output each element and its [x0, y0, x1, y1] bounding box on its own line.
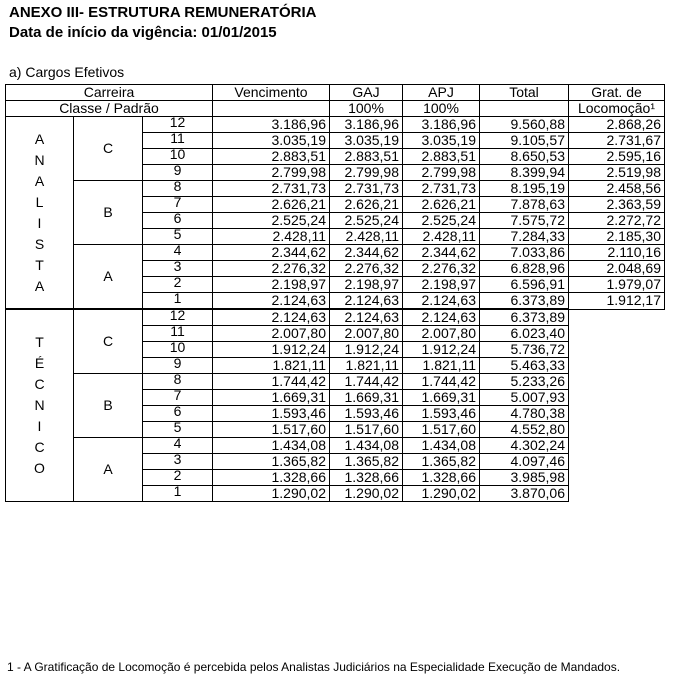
apj-cell: 1.434,08: [403, 438, 480, 454]
padrao-cell: 8: [143, 181, 213, 197]
career-letter: L: [35, 193, 44, 210]
gaj-cell: 2.276,32: [330, 261, 403, 277]
apj-cell: 2.626,21: [403, 197, 480, 213]
career-letter: A: [34, 172, 45, 189]
total-cell: 6.023,40: [480, 326, 569, 342]
career-letter: A: [34, 277, 45, 294]
gaj-cell: 1.290,02: [330, 486, 403, 502]
total-cell: 7.284,33: [480, 229, 569, 245]
header-vencimento: Vencimento: [213, 85, 330, 101]
career-letter: É: [34, 355, 45, 371]
padrao-cell: 10: [143, 149, 213, 165]
career-letter: O: [34, 460, 45, 476]
total-cell: 9.560,88: [480, 117, 569, 133]
footnote: 1 - A Gratificação de Locomoção é percebida pelos Analistas Judiciários na Especialidade Execução de Mandados.: [7, 660, 621, 674]
padrao-cell: 11: [143, 326, 213, 342]
apj-cell: 2.344,62: [403, 245, 480, 261]
salary-table: [5, 84, 665, 502]
padrao-cell: 1: [143, 486, 213, 502]
vencimento-cell: 1.821,11: [213, 358, 330, 374]
total-cell: 5.736,72: [480, 342, 569, 358]
apj-cell: 2.007,80: [403, 326, 480, 342]
grat-cell: 2.868,26: [569, 117, 665, 133]
grat-empty: [569, 470, 665, 486]
class-label: A: [74, 438, 143, 502]
total-cell: 6.828,96: [480, 261, 569, 277]
apj-cell: 2.124,63: [403, 309, 480, 326]
grat-empty: [569, 438, 665, 454]
padrao-cell: 4: [143, 438, 213, 454]
padrao-cell: 5: [143, 422, 213, 438]
grat-cell: 2.363,59: [569, 197, 665, 213]
total-cell: 4.097,46: [480, 454, 569, 470]
vencimento-cell: 2.428,11: [213, 229, 330, 245]
table-row: [6, 438, 665, 454]
total-cell: 6.596,91: [480, 277, 569, 293]
career-letter: A: [34, 130, 45, 147]
grat-empty: [569, 390, 665, 406]
vencimento-cell: 2.198,97: [213, 277, 330, 293]
gaj-cell: 2.525,24: [330, 213, 403, 229]
grat-empty: [569, 406, 665, 422]
grat-empty: [569, 422, 665, 438]
grat-cell: 2.110,16: [569, 245, 665, 261]
grat-empty: [569, 454, 665, 470]
grat-empty: [569, 342, 665, 358]
table-row: [6, 374, 665, 390]
vencimento-cell: 2.124,63: [213, 309, 330, 326]
apj-cell: 3.035,19: [403, 133, 480, 149]
total-cell: 3.985,98: [480, 470, 569, 486]
padrao-cell: 4: [143, 245, 213, 261]
gaj-cell: 2.007,80: [330, 326, 403, 342]
padrao-cell: 12: [143, 117, 213, 133]
apj-cell: 2.525,24: [403, 213, 480, 229]
grat-cell: 2.731,67: [569, 133, 665, 149]
apj-cell: 1.517,60: [403, 422, 480, 438]
vencimento-cell: 2.276,32: [213, 261, 330, 277]
padrao-cell: 12: [143, 309, 213, 326]
salary-table-body: [6, 117, 665, 502]
gaj-cell: 1.593,46: [330, 406, 403, 422]
gaj-cell: 2.124,63: [330, 309, 403, 326]
apj-cell: 2.124,63: [403, 293, 480, 310]
gaj-cell: 2.124,63: [330, 293, 403, 310]
class-label: C: [74, 309, 143, 374]
total-cell: 9.105,57: [480, 133, 569, 149]
total-cell: 5.007,93: [480, 390, 569, 406]
gaj-cell: 2.626,21: [330, 197, 403, 213]
header-gaj-pct: 100%: [330, 101, 403, 117]
total-cell: 5.233,26: [480, 374, 569, 390]
career-label: [6, 117, 74, 310]
grat-cell: 2.595,16: [569, 149, 665, 165]
gaj-cell: 2.428,11: [330, 229, 403, 245]
apj-cell: 1.744,42: [403, 374, 480, 390]
vencimento-cell: 3.035,19: [213, 133, 330, 149]
padrao-cell: 8: [143, 374, 213, 390]
header-classe-padrao: Classe / Padrão: [6, 101, 213, 117]
vencimento-cell: 1.669,31: [213, 390, 330, 406]
gaj-cell: 1.517,60: [330, 422, 403, 438]
career-label: [6, 309, 74, 502]
class-label: B: [74, 181, 143, 245]
vencimento-cell: 1.517,60: [213, 422, 330, 438]
padrao-cell: 3: [143, 454, 213, 470]
gaj-cell: 2.344,62: [330, 245, 403, 261]
career-letter: I: [37, 418, 42, 434]
header-grat: Grat. de: [569, 85, 665, 101]
vencimento-cell: 2.525,24: [213, 213, 330, 229]
gaj-cell: 1.744,42: [330, 374, 403, 390]
apj-cell: 1.290,02: [403, 486, 480, 502]
gaj-cell: 1.669,31: [330, 390, 403, 406]
vencimento-cell: 2.626,21: [213, 197, 330, 213]
grat-cell: 1.979,07: [569, 277, 665, 293]
header-apj-pct: 100%: [403, 101, 480, 117]
header-grat-2: Locomoção¹: [569, 101, 665, 117]
vencimento-cell: 1.328,66: [213, 470, 330, 486]
career-letter: T: [35, 256, 44, 273]
apj-cell: 2.428,11: [403, 229, 480, 245]
apj-cell: 1.669,31: [403, 390, 480, 406]
document-subtitle: Data de início da vigência: 01/01/2015: [9, 24, 277, 41]
grat-empty: [569, 358, 665, 374]
gaj-cell: 1.365,82: [330, 454, 403, 470]
padrao-cell: 3: [143, 261, 213, 277]
vencimento-cell: 2.883,51: [213, 149, 330, 165]
grat-cell: 2.048,69: [569, 261, 665, 277]
table-row: [6, 117, 665, 133]
grat-cell: 2.185,30: [569, 229, 665, 245]
grat-empty: [569, 326, 665, 342]
career-letter: C: [34, 376, 45, 392]
padrao-cell: 1: [143, 293, 213, 310]
apj-cell: 2.799,98: [403, 165, 480, 181]
padrao-cell: 2: [143, 470, 213, 486]
vencimento-cell: 1.593,46: [213, 406, 330, 422]
gaj-cell: 1.912,24: [330, 342, 403, 358]
padrao-cell: 10: [143, 342, 213, 358]
padrao-cell: 2: [143, 277, 213, 293]
total-cell: 3.870,06: [480, 486, 569, 502]
gaj-cell: 3.035,19: [330, 133, 403, 149]
career-letter: S: [34, 235, 45, 252]
apj-cell: 1.912,24: [403, 342, 480, 358]
vencimento-cell: 1.912,24: [213, 342, 330, 358]
vencimento-cell: 1.290,02: [213, 486, 330, 502]
vencimento-cell: 2.124,63: [213, 293, 330, 310]
padrao-cell: 6: [143, 406, 213, 422]
gaj-cell: 3.186,96: [330, 117, 403, 133]
padrao-cell: 9: [143, 165, 213, 181]
class-label: B: [74, 374, 143, 438]
apj-cell: 1.365,82: [403, 454, 480, 470]
grat-empty: [569, 374, 665, 390]
table-row: [6, 309, 665, 326]
vencimento-cell: 2.344,62: [213, 245, 330, 261]
total-cell: 4.302,24: [480, 438, 569, 454]
apj-cell: 2.276,32: [403, 261, 480, 277]
header-gaj: GAJ: [330, 85, 403, 101]
padrao-cell: 11: [143, 133, 213, 149]
total-cell: 7.878,63: [480, 197, 569, 213]
apj-cell: 2.883,51: [403, 149, 480, 165]
grat-cell: 2.519,98: [569, 165, 665, 181]
gaj-cell: 1.434,08: [330, 438, 403, 454]
gaj-cell: 2.883,51: [330, 149, 403, 165]
total-cell: 4.780,38: [480, 406, 569, 422]
padrao-cell: 7: [143, 197, 213, 213]
apj-cell: 1.328,66: [403, 470, 480, 486]
total-cell: 6.373,89: [480, 293, 569, 310]
vencimento-cell: 2.799,98: [213, 165, 330, 181]
career-letter: N: [34, 151, 45, 168]
apj-cell: 3.186,96: [403, 117, 480, 133]
grat-cell: 1.912,17: [569, 293, 665, 310]
total-cell: 8.650,53: [480, 149, 569, 165]
header-carreira: Carreira: [6, 85, 213, 101]
total-cell: 7.033,86: [480, 245, 569, 261]
career-letter: I: [37, 214, 42, 231]
apj-cell: 1.821,11: [403, 358, 480, 374]
padrao-cell: 7: [143, 390, 213, 406]
vencimento-cell: 3.186,96: [213, 117, 330, 133]
table-row: [6, 181, 665, 197]
total-cell: 5.463,33: [480, 358, 569, 374]
grat-empty: [569, 309, 665, 326]
career-letter: C: [34, 439, 45, 455]
vencimento-cell: 1.365,82: [213, 454, 330, 470]
total-cell: 8.195,19: [480, 181, 569, 197]
gaj-cell: 2.799,98: [330, 165, 403, 181]
padrao-cell: 6: [143, 213, 213, 229]
header-vencimento-blank: [213, 101, 330, 117]
vencimento-cell: 1.744,42: [213, 374, 330, 390]
career-letter: T: [35, 334, 44, 350]
class-label: C: [74, 117, 143, 181]
apj-cell: 1.593,46: [403, 406, 480, 422]
header-total-blank: [480, 101, 569, 117]
career-letter: N: [34, 397, 45, 413]
total-cell: 7.575,72: [480, 213, 569, 229]
total-cell: 6.373,89: [480, 309, 569, 326]
grat-cell: 2.458,56: [569, 181, 665, 197]
padrao-cell: 5: [143, 229, 213, 245]
total-cell: 8.399,94: [480, 165, 569, 181]
gaj-cell: 2.198,97: [330, 277, 403, 293]
header-total: Total: [480, 85, 569, 101]
header-apj: APJ: [403, 85, 480, 101]
apj-cell: 2.198,97: [403, 277, 480, 293]
class-label: A: [74, 245, 143, 310]
gaj-cell: 2.731,73: [330, 181, 403, 197]
gaj-cell: 1.821,11: [330, 358, 403, 374]
total-cell: 4.552,80: [480, 422, 569, 438]
padrao-cell: 9: [143, 358, 213, 374]
document-title: ANEXO III- ESTRUTURA REMUNERATÓRIA: [9, 4, 317, 21]
grat-empty: [569, 486, 665, 502]
grat-cell: 2.272,72: [569, 213, 665, 229]
gaj-cell: 1.328,66: [330, 470, 403, 486]
apj-cell: 2.731,73: [403, 181, 480, 197]
vencimento-cell: 1.434,08: [213, 438, 330, 454]
table-row: [6, 245, 665, 261]
vencimento-cell: 2.731,73: [213, 181, 330, 197]
section-label: a) Cargos Efetivos: [9, 64, 125, 80]
vencimento-cell: 2.007,80: [213, 326, 330, 342]
